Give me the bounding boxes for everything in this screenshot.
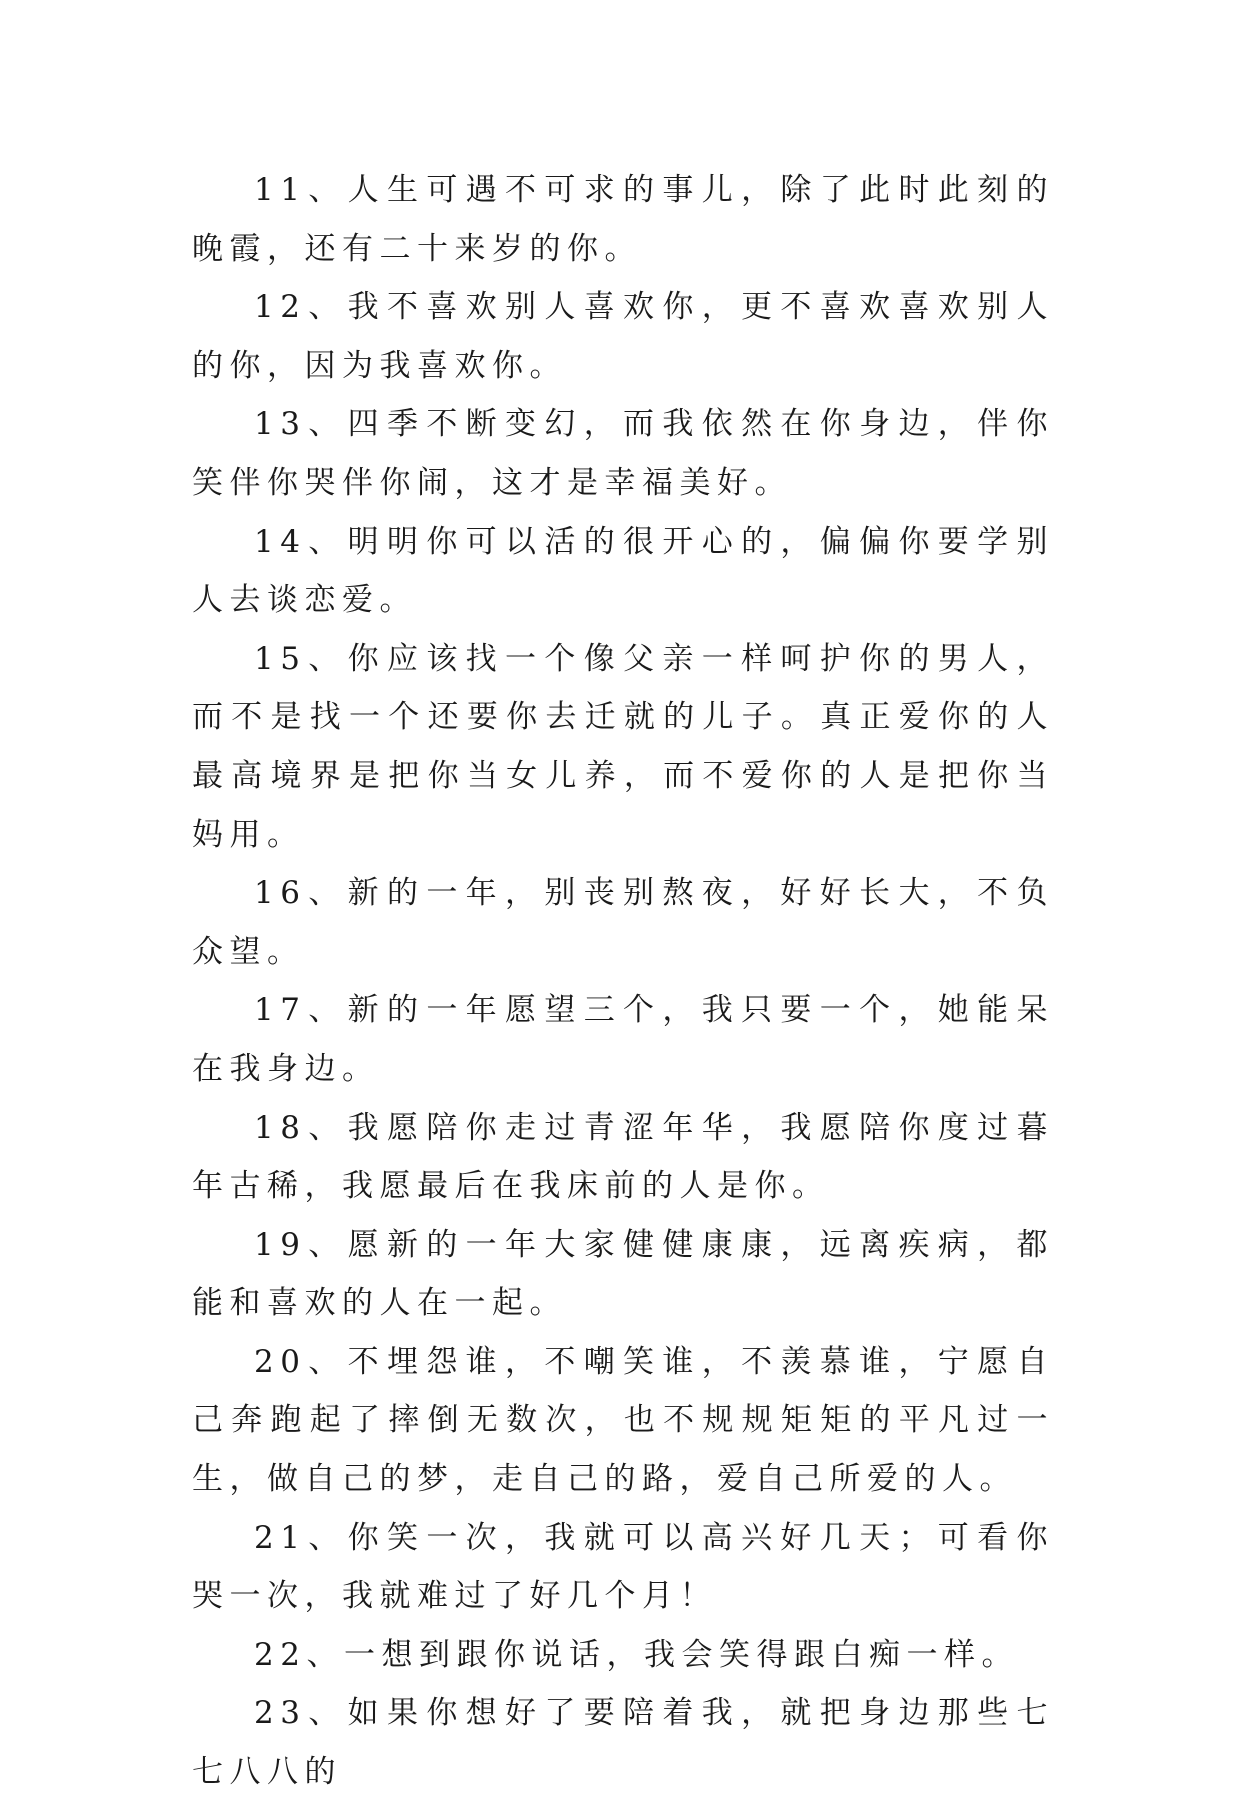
paragraph-21: 21、你笑一次，我就可以高兴好几天；可看你哭一次，我就难过了好几个月！ bbox=[192, 1519, 1054, 1615]
paragraph-14: 14、明明你可以活的很开心的，偏偏你要学别人去谈恋爱。 bbox=[192, 523, 1054, 619]
paragraph-13: 13、四季不断变幻，而我依然在你身边，伴你笑伴你哭伴你闹，这才是幸福美好。 bbox=[192, 406, 1054, 501]
paragraph-23: 23、如果你想好了要陪着我，就把身边那些七七八八的 bbox=[192, 1695, 1054, 1791]
paragraph-16: 16、新的一年，别丧别熬夜，好好长大，不负众望。 bbox=[192, 875, 1054, 970]
paragraph-11: 11、人生可遇不可求的事儿，除了此时此刻的晚霞，还有二十来岁的你。 bbox=[192, 172, 1054, 267]
paragraph-20: 20、不埋怨谁，不嘲笑谁，不羡慕谁，宁愿自己奔跑起了摔倒无数次，也不规规矩矩的平凡过一生，做自己的梦，走自己的路，爱自己所爱的人。 bbox=[192, 1343, 1054, 1498]
document-body bbox=[192, 161, 1054, 1802]
paragraph-18: 18、我愿陪你走过青涩年华，我愿陪你度过暮年古稀，我愿最后在我床前的人是你。 bbox=[192, 1109, 1054, 1205]
paragraph-22: 22、一想到跟你说话，我会笑得跟白痴一样。 bbox=[254, 1636, 1019, 1673]
paragraph-15: 15、你应该找一个像父亲一样呵护你的男人，而不是找一个还要你去迁就的儿子。真正爱你的人最高境界是把你当女儿养，而不爱你的人是把你当妈用。 bbox=[192, 640, 1054, 853]
paragraph-17: 17、新的一年愿望三个，我只要一个，她能呆在我身边。 bbox=[192, 992, 1054, 1087]
paragraph-12: 12、我不喜欢别人喜欢你，更不喜欢喜欢别人的你，因为我喜欢你。 bbox=[192, 289, 1054, 384]
paragraph-19: 19、愿新的一年大家健健康康，远离疾病，都能和喜欢的人在一起。 bbox=[192, 1226, 1054, 1322]
